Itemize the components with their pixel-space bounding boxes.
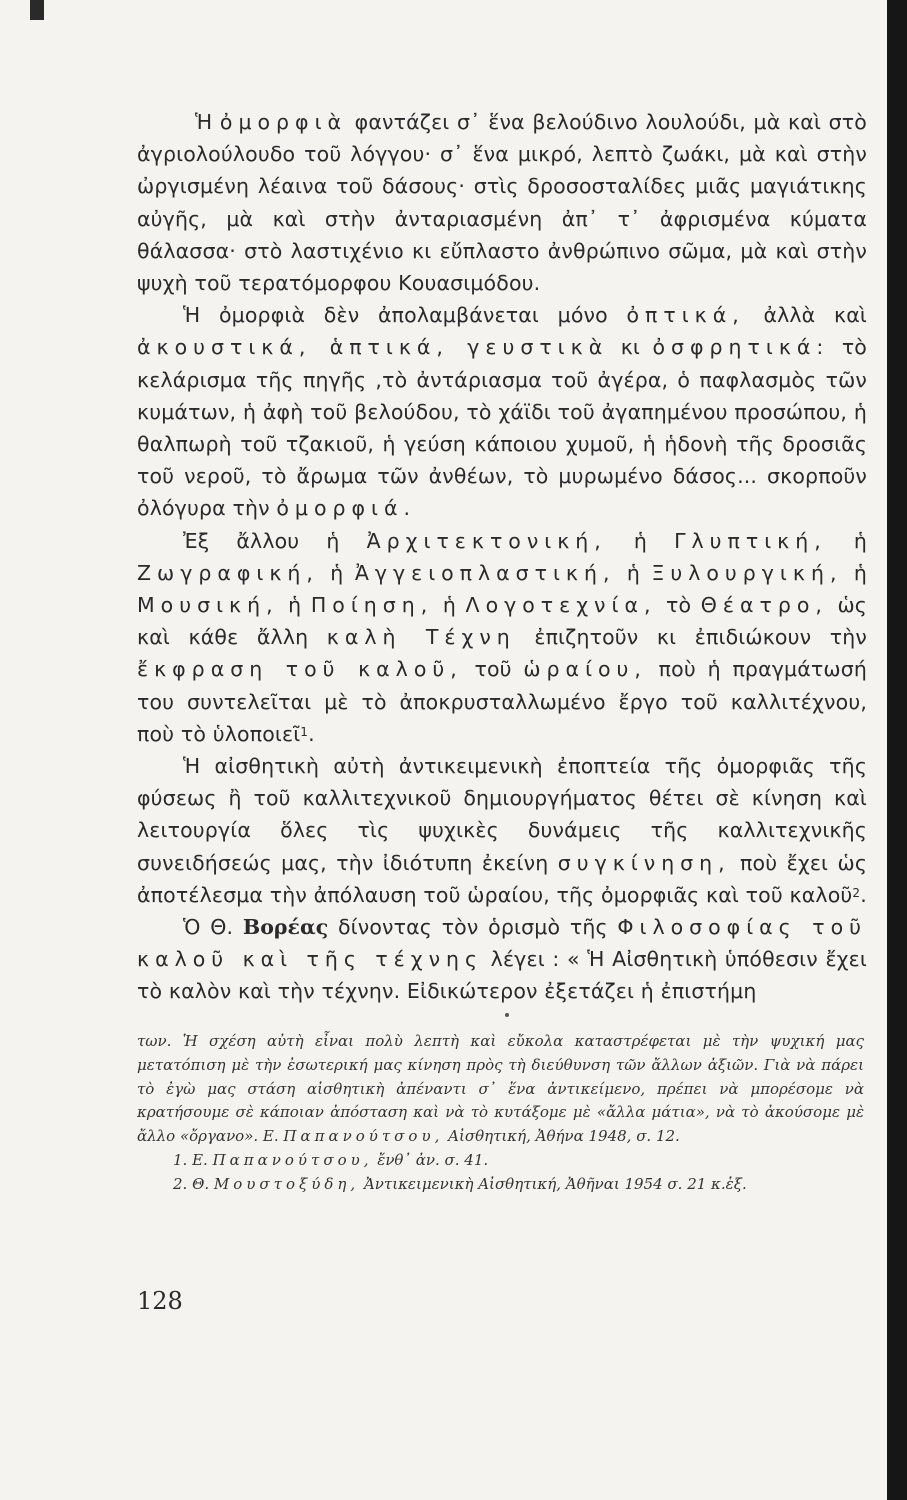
paragraph-5: Ὁ Θ. Βορέας δίνοντας τὸν ὁρισμὸ τῆς Φιλοσοφίας τοῦ καλοῦ καὶ τῆς τέχνης λέγει : « Ἡ Αἰσθητικὴ ὑπόθεσιν ἔχει τὸ καλὸν καὶ τὴν τέχνην. Εἰδικώτερον ἐξετάζει ἡ ἐπιστήμη	[137, 915, 867, 1004]
footnote-separator	[505, 1013, 509, 1017]
footnote-ref-2: 2	[852, 885, 861, 900]
book-edge	[887, 0, 907, 1500]
paragraph-4: Ἡ αἰσθητικὴ αὐτὴ ἀντικειμενικὴ ἐποπτεία τῆς ὀμορφιᾶς τῆς φύσεως ἢ τοῦ καλλιτεχνικοῦ δημιουργήματος θέτει σὲ κίνηση καὶ λειτουργία ὅλες τὶς ψυχικὲς δυνάμεις τῆς καλλιτεχνικῆς συνειδήσεώς μας, τὴν ἰδιότυπη ἐκείνη συγκίνηση, ποὺ ἔχει ὡς ἀποτέλεσμα τὴν ἀπόλαυση τοῦ ὡραίου, τῆς ὀμορφιᾶς καὶ τοῦ καλοῦ$^2$.	[137, 754, 867, 907]
paragraph-1: Ἡ ὀμορφιὰ φαντάζει σ᾿ ἕνα βελούδινο λουλούδι, μὰ καὶ στὸ ἀγριολούλουδο τοῦ λόγγου· σ᾿ ἕνα μικρό, λεπτὸ ζωάκι, μὰ καὶ στὴν ὠργισμένη λέαινα τοῦ δάσους· στὶς δροσοσταλίδες μιᾶς μαγιάτικης αὐγῆς, μὰ καὶ στὴν ἀνταριασμένη ἀπ᾿ τ᾿ ἀφρισμένα κύματα θάλασσα· στὸ λαστιχένιο κι εὔπλαστο ἀνθρώπινο σῶμα, μὰ καὶ στὴν ψυχὴ τοῦ τερατόμορφου Κουασιμόδου.	[137, 110, 867, 296]
footnote-2: 2. Θ. Μουστοξύδη, Ἀντικειμενικὴ Αἰσθητική, Ἀθῆναι 1954 σ. 21 κ.ἑξ.	[173, 1174, 747, 1193]
footnote-continuation: των. Ἡ σχέση αὐτὴ εἶναι πολὺ λεπτὴ καὶ εὔκολα καταστρέφεται μὲ τὴν ψυχική μας μετατόπιση μὲ τὴν ἐσωτερική μας κίνηση πρὸς τὴ διεύθυνση τῶν ἄλλων ἀξιῶν. Γιὰ νὰ πάρει τὸ ἐγὼ μας στάση αἰσθητικὴ ἀπέναντι σ᾿ ἕνα ἀντικείμενο, πρέπει νὰ μπορέσομε νὰ κρατήσουμε σὲ κάποιαν ἀπόσταση καὶ νὰ τὸ κυτάξομε μὲ «ἄλλα μάτια», νὰ τὸ ἀκούσομε μὲ ἄλλο «ὄργανο». Ε. Παπανούτσου, Αἰσθητική, Ἀθήνα 1948, σ. 12.	[137, 1032, 864, 1146]
footnote-1: 1. Ε. Παπανούτσου, ἔνθ᾿ ἀν. σ. 41.	[173, 1150, 489, 1169]
page-corner-shadow	[30, 0, 44, 20]
page-number: 128	[137, 1287, 183, 1315]
paragraph-2: Ἡ ὀμορφιὰ δὲν ἀπολαμβάνεται μόνο ὀπτικά, ἀλλὰ καὶ ἀκουστικά, ἁπτικά, γευστικὰ κι ὀσφρητικά: τὸ κελάρισμα τῆς πηγῆς ,τὸ ἀντάριασμα τοῦ ἀγέρα, ὁ παφλασμὸς τῶν κυμάτων, ἡ ἀφὴ τοῦ βελούδου, τὸ χάϊδι τοῦ ἀγαπημένου προσώπου, ἡ θαλπωρὴ τοῦ τζακιοῦ, ἡ γεύση κάποιου χυμοῦ, ἡ ἡδονὴ τῆς δροσιᾶς τοῦ νεροῦ, τὸ ἄρωμα τῶν ἀνθέων, τὸ μυρωμένο δάσος... σκορποῦν ὀλόγυρα τὴν ὀμορφιά.	[137, 303, 867, 521]
footnote-ref-1: 1	[300, 724, 309, 739]
footnotes	[137, 1030, 864, 1197]
paragraph-3: Ἐξ ἄλλου ἡ Ἀρχιτεκτονική, ἡ Γλυπτική, ἡ Ζωγραφική, ἡ Ἀγγειοπλαστική, ἡ Ξυλουργική, ἡ Μουσική, ἡ Ποίηση, ἡ Λογοτεχνία, τὸ Θέατρο, ὡς καὶ κάθε ἄλλη καλὴ Τέχνη ἐπιζητοῦν κι ἐπιδιώκουν τὴν ἔκφραση τοῦ καλοῦ, τοῦ ὡραίου, ποὺ ἡ πραγμάτωσή του συντελεῖται μὲ τὸ ἀποκρυσταλλωμένο ἔργο τοῦ καλλιτέχνου, ποὺ τὸ ὑλοποιεῖ$^1$.	[137, 528, 868, 746]
main-text	[137, 106, 867, 1008]
